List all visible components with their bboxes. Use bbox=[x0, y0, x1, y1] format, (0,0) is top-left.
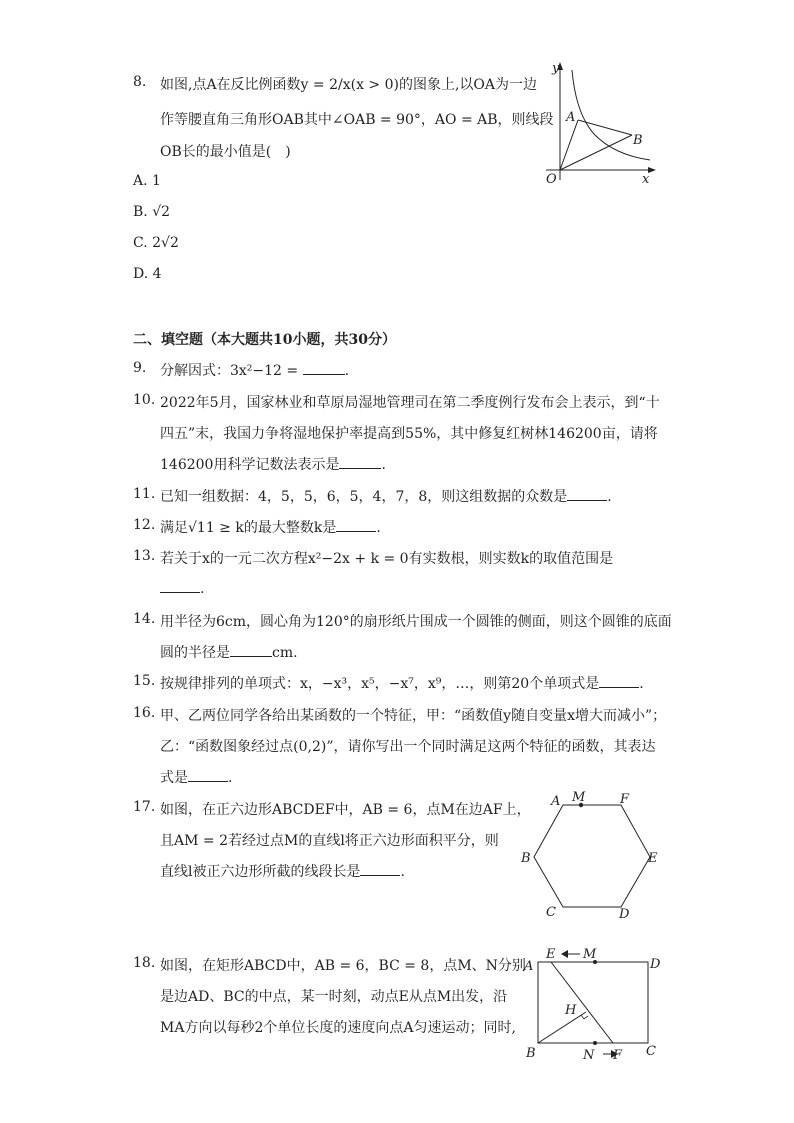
q18-label-a: A bbox=[524, 959, 534, 974]
q11-tail: . bbox=[607, 489, 612, 505]
q15-stem: 按规律排列的单项式：x，−x³，x⁵，−x⁷，x⁹，…，则第20个单项式是 bbox=[160, 676, 600, 692]
q18-text-line3: MA方向以每秒2个单位长度的速度向点A匀速运动；同时, bbox=[160, 1020, 516, 1036]
q17-stem: 直线l被正六边形所截的线段长是 bbox=[160, 864, 361, 880]
q14-stem: 圆的半径是 bbox=[160, 645, 230, 661]
q18-point-n bbox=[593, 1041, 597, 1045]
q10-text-line1: 2022年5月，国家林业和草原局湿地管理司在第二季度例行发布会上表示，到“十 bbox=[160, 395, 660, 411]
q16-text-line1: 甲、乙两位同学各给出某函数的一个特征，甲：“函数值y随自变量x增大而减小”； bbox=[160, 708, 667, 724]
q18-label-b: B bbox=[526, 1046, 536, 1061]
q13-answer-blank[interactable] bbox=[160, 580, 200, 593]
q17-text-line2: 且AM = 2若经过点M的直线l将正六边形面积平分，则 bbox=[160, 833, 499, 849]
q14-answer-blank[interactable] bbox=[230, 644, 272, 657]
q17-hexagon bbox=[534, 805, 650, 907]
q10-number: 10. bbox=[133, 392, 156, 408]
q17-label-f: F bbox=[620, 792, 630, 807]
q8-text-line3: OB长的最小值是( ) bbox=[160, 144, 291, 160]
q15-answer-blank[interactable] bbox=[599, 675, 639, 688]
q17-text-line1: 如图，在正六边形ABCDEF中，AB = 6，点M在边AF上， bbox=[160, 802, 531, 818]
q8-number: 8. bbox=[133, 74, 147, 90]
q9-tail: . bbox=[344, 363, 350, 379]
q12-number: 12. bbox=[133, 517, 156, 533]
q9-number: 9. bbox=[133, 360, 147, 376]
q17-label-a: A bbox=[551, 794, 561, 809]
q11-number: 11. bbox=[133, 486, 156, 502]
q18-label-n: N bbox=[583, 1048, 595, 1063]
q9-stem: 分解因式：3x²−12 = bbox=[160, 363, 303, 379]
q8-label-y: y bbox=[552, 61, 560, 76]
q18-label-c: C bbox=[646, 1044, 656, 1059]
q18-label-f: F bbox=[613, 1048, 623, 1063]
q14-tail: cm. bbox=[272, 645, 298, 661]
q10-stem: 146200用科学记数法表示是 bbox=[160, 457, 340, 473]
q18-text-line1: 如图，在矩形ABCD中，AB = 6，BC = 8，点M、N分别 bbox=[160, 958, 526, 974]
q12-text bbox=[160, 517, 381, 537]
q18-right-angle-mark bbox=[581, 1015, 588, 1019]
q17-label-m: M bbox=[572, 790, 586, 805]
q17-label-d: D bbox=[619, 907, 630, 922]
q11-answer-blank[interactable] bbox=[567, 488, 607, 501]
q16-text-line3 bbox=[160, 767, 232, 787]
q18-label-d: D bbox=[650, 957, 661, 972]
q17-answer-blank[interactable] bbox=[360, 863, 400, 876]
q16-text-line2: 乙：“函数图象经过点(0,2)”，请你写出一个同时满足这两个特征的函数，其表达 bbox=[160, 739, 656, 755]
q15-number: 15. bbox=[133, 673, 156, 689]
q8-label-a: A bbox=[566, 110, 576, 125]
q18-rectangle bbox=[538, 962, 648, 1043]
q8-figure bbox=[540, 60, 660, 190]
q14-text-line2 bbox=[160, 642, 298, 662]
q8-option-a: A. 1 bbox=[133, 173, 161, 189]
q15-text bbox=[160, 673, 644, 693]
q16-number: 16. bbox=[133, 705, 156, 721]
q8-text-line1: 如图,点A在反比例函数y = 2/x(x > 0)的图象上,以OA为一边 bbox=[160, 77, 538, 93]
q18-number: 18. bbox=[133, 955, 156, 971]
q17-label-e: E bbox=[648, 851, 658, 866]
q14-number: 14. bbox=[133, 611, 156, 627]
q18-label-e: E bbox=[546, 947, 556, 962]
q10-text-line2: 四五”末，我国力争将湿地保护率提高到55%，其中修复红树林146200亩，请将 bbox=[160, 426, 658, 442]
q16-tail: . bbox=[228, 770, 233, 786]
q8-label-x: x bbox=[642, 172, 650, 187]
q10-tail: . bbox=[381, 457, 386, 473]
q15-tail: . bbox=[639, 676, 644, 692]
q8-label-b: B bbox=[633, 133, 643, 148]
q18-rectangle-figure bbox=[518, 940, 668, 1065]
q17-hexagon-figure bbox=[515, 785, 665, 925]
q18-arrow-e-head bbox=[561, 950, 568, 958]
q10-text-line3 bbox=[160, 454, 386, 474]
q17-number: 17. bbox=[133, 799, 156, 815]
q16-answer-blank[interactable] bbox=[188, 769, 228, 782]
q14-text-line1: 用半径为6cm，圆心角为120°的扇形纸片围成一个圆锥的侧面，则这个圆锥的底面 bbox=[160, 614, 672, 630]
q18-label-h: H bbox=[565, 1003, 577, 1018]
q18-segment-ef bbox=[551, 962, 613, 1043]
q8-segment-ab bbox=[578, 120, 632, 135]
q8-text-line2: 作等腰直角三角形OAB其中∠OAB = 90°，AO = AB，则线段 bbox=[160, 112, 554, 128]
q18-text-line2: 是边AD、BC的中点，某一时刻，动点E从点M出发，沿 bbox=[160, 989, 508, 1005]
q17-label-c: C bbox=[546, 905, 556, 920]
q11-text bbox=[160, 486, 612, 506]
q17-tail: . bbox=[400, 864, 405, 880]
q12-tail: . bbox=[376, 520, 381, 536]
q11-stem: 已知一组数据：4，5，5，6，5，4，7，8，则这组数据的众数是 bbox=[160, 489, 568, 505]
q13-text-line2 bbox=[160, 580, 204, 597]
q13-number: 13. bbox=[133, 548, 156, 564]
q8-label-o: O bbox=[546, 172, 557, 187]
q12-stem: 满足√11 ≥ k的最大整数k是 bbox=[160, 520, 337, 536]
q10-answer-blank[interactable] bbox=[339, 456, 381, 469]
q16-stem: 式是 bbox=[160, 770, 188, 786]
q12-answer-blank[interactable] bbox=[336, 519, 376, 532]
section2-title: 二、填空题（本大题共10小题，共30分） bbox=[133, 332, 396, 348]
q18-segment-bh bbox=[538, 1012, 586, 1043]
q9-text bbox=[160, 360, 349, 380]
q8-option-b: B. √2 bbox=[133, 204, 171, 220]
q8-option-d: D. 4 bbox=[133, 266, 162, 282]
q13-tail: . bbox=[200, 581, 205, 597]
q18-label-m: M bbox=[583, 947, 597, 962]
q13-text-line1: 若关于x的一元二次方程x²−2x + k = 0有实数根，则实数k的取值范围是 bbox=[160, 551, 614, 567]
q17-text-line3 bbox=[160, 861, 405, 881]
q9-answer-blank[interactable] bbox=[303, 362, 345, 375]
q8-option-c: C. 2√2 bbox=[133, 235, 179, 251]
q17-label-b: B bbox=[521, 851, 531, 866]
